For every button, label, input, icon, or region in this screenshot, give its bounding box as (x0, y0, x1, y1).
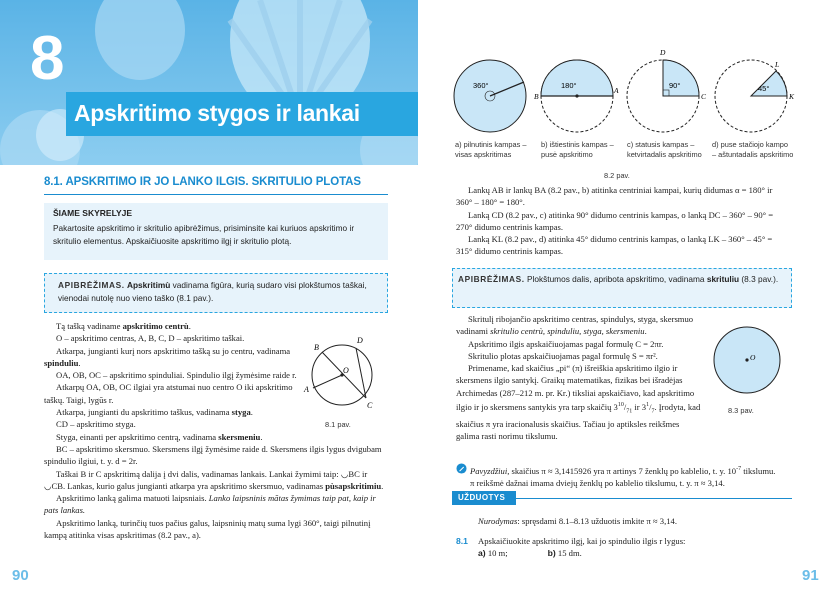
para-center: Tą tašką vadiname apskritimo centrù. (56, 321, 191, 331)
disk-p2: Apskritimo ilgis apskaičiuojamas pagal formulę C = 2πr. (468, 338, 664, 349)
figure-8-1-caption: 8.1 pav. (325, 420, 351, 429)
fig-c-caption: c) statusis kampas – ketvirtadalis apskritimo (627, 140, 702, 159)
fig-b-caption: b) ištiestinis kampas – pusė apskritimo (541, 140, 614, 159)
para-measure: Apskritimo lanką galima matuoti laipsniais. Lanko laipsninis mãtas žymimas taip pat, kaip ir pats lankas. (44, 493, 376, 516)
label-b: B (314, 343, 319, 352)
disk-p1: Skritulį ribojančio apskritimo centras, spindulys, styga, skersmuo vadinami skritulio centrù, spinduliu, styga, skersmeniu. (456, 314, 694, 337)
left-body-text-2 (44, 443, 388, 541)
exercise-a: 10 m; (487, 548, 508, 559)
exercise-number: 8.1 (456, 536, 468, 546)
chapter-title: Apskritimo stygos ir lankai (74, 100, 360, 126)
diameter-bc (322, 352, 366, 398)
arcs-p3: Lanką KL (8.2 pav., d) atitinka 45° didumo centrinis kampas, o lanką LK – 360° – 45° = 315° didumo centrinis kampas. (456, 234, 773, 257)
pi-note: π reikšmė dažnai imama dviejų ženklų po kablelio tikslumu, t. y. π ≈ 3,14. (470, 478, 725, 489)
label-d: D (357, 336, 363, 345)
fig-c-angle: 90° (669, 81, 681, 90)
radius-oa (313, 375, 342, 388)
example-note: Pavyzdžiui, skaičius π ≈ 3,1415926 yra π artinys 7 ženklų po kablelio, t. y. $10^{-7}$ tikslumu. π reikšmė dažnai imama dviejų ženklų po kablelio tikslumu, t. y. π ≈ 3,14. (456, 463, 792, 489)
label-o-disk: O (750, 353, 756, 362)
section-title: 8.1. APSKRITIMO IR JO LANKO ILGIS. SKRITULIO PLOTAS (44, 176, 361, 188)
figure-8-3-caption: 8.3 pav. (728, 406, 754, 415)
svg-text:A: A (614, 86, 619, 95)
para-points: O – apskritimo centras, A, B, C, D – apskritimo taškai. (56, 333, 245, 344)
fig-d-angle: 45° (758, 84, 770, 93)
disk-p4: Primename, kad skaičius „pi“ (π) išreiškia apskritimo ilgio ir skersmens ilgio santykį. Graikų matematikas, fizikas bei išradėjas Archimedas (287–212 m. pr. Kr.) tiksliai apskaičiavo, kad apskritimo ilgio ir jo skersmens santykis yra tarp skaičių $3^{10}/_{71}$ ir $3^1/_7$. Įrodyta, kad skaičius π yra iracionalusis skaičius. Tačiau jo aptiksles reikšmes galima rasti norimu tikslumu. (456, 363, 701, 442)
para-equal: Atkarpų OA, OB, OC ilgiai yra atstumai nuo centro O iki apskritimo taškų. Taigi, lygūs r. (44, 382, 293, 405)
figure-8-2 (448, 46, 800, 146)
para-bc: BC – apskritimo skersmuo. Skersmens ilgį žymėsime raide d. Skersmens ilgis lygus dvigubam spindulio ilgiui, t. y. d = 2r. (44, 444, 382, 467)
page-number-left: 90 (12, 567, 29, 584)
label-c: C (367, 401, 373, 410)
definition-term: Apskritimù (126, 280, 171, 290)
instruction-note: Nurodymas: spręsdami 8.1–8.13 užduotis imkite π ≈ 3,14. (478, 516, 677, 526)
fig-d-caption: d) puse stačiojo kampo – aštuntadalis apskritimo (712, 140, 794, 159)
definition-label: APIBRĖŽIMAS. (58, 280, 125, 290)
exercises-divider (516, 498, 792, 499)
label-o: O (343, 366, 349, 375)
fig-a-caption: a) pilnutinis kampas – visas apskritimas (455, 140, 527, 159)
label-a: A (304, 385, 309, 394)
page-number-right: 91 (802, 567, 819, 584)
disk-p3: Skritulio plotas apskaičiuojamas pagal formulę S = πr². (468, 350, 658, 361)
chapter-number: 8 (30, 24, 65, 93)
arcs-paragraphs (456, 184, 790, 258)
para-central: Apskritimo lanką, turinčių tuos pačius galus, laipsninių matų suma lygi 360°, taigi pilnutinį kampą atitinka visas apskritimas (8.2 pav., a). (44, 517, 371, 541)
para-arcs: Taškai B ir C apskritimą dalija į dvi dalis, vadinamas lankais. Lankai žymimi taip: ◡BC ir ◡CB. Lankas, kurio galus jungianti atkarpa yra apskritimo skersmuo, vadinamas pùsapskritimiu. (44, 468, 384, 491)
svg-text:D: D (660, 48, 666, 57)
svg-text:B: B (534, 92, 539, 101)
svg-text:C: C (701, 92, 707, 101)
exercise-8-1: 8.1 Apskaičiuokite apskritimo ilgį, kai jo spindulio ilgis r lygus: a) 10 m; b) 15 dm. (456, 536, 686, 559)
para-radii: OA, OB, OC – apskritimo spinduliai. Spindulio ilgį žymėsime raide r. (56, 370, 297, 381)
exercises-label: UŽDUOTYS (458, 493, 506, 502)
para-diameter: Styga, einanti per apskritimo centrą, vadinama skersmeniu. (56, 431, 263, 442)
para-cd: CD – apskritimo styga. (56, 419, 136, 430)
figure-8-1 (300, 330, 388, 422)
arcs-p2: Lanką CD (8.2 pav., c) atitinka 90° didumo centrinis kampas, o lanką DC – 360° – 90° = 270° didumo centrinis kampas. (456, 209, 774, 232)
svg-text:K: K (789, 92, 795, 101)
section-divider (44, 194, 388, 195)
disk-body-text (456, 313, 701, 443)
arcs-p1: Lankų AB ir lankų BA (8.2 pav., b) atitinka centriniai kampai, kurių didumas α = 180° ir 360° – 180° = 180°. (456, 185, 773, 208)
figure-8-3 (712, 320, 782, 400)
figure-8-2-caption: 8.2 pav. (604, 171, 630, 180)
fig-b-angle: 180° (561, 81, 577, 90)
para-chord: Atkarpa, jungianti du apskritimo taškus, vadinama styga. (56, 407, 253, 418)
fig-a-angle: 360° (473, 81, 489, 90)
para-radius: Atkarpa, jungianti kurį nors apskritimo tašką su jo centru, vadinama spinduliu. (44, 345, 291, 368)
intro-text: Pakartosite apskritimo ir skritulio apibrėžimus, prisiminsite kai kuriuos apskritimo ir skritulio elementus. Apskaičiuosite apskritimo ilgį ir skritulio plotą. (53, 223, 355, 246)
definition-text: vadinama figūra, kurią sudaro visi plokštumos taškai, vienodai nutolę nuo vieno taško (8.1 pav.). (58, 280, 367, 303)
svg-text:L: L (775, 60, 780, 69)
disk-definition: APIBRĖŽIMAS. Plokštumos dalis, apribota apskritimo, vadinama skrituliu (8.3 pav.). (458, 274, 779, 284)
circle-definition (58, 279, 380, 304)
pencil-icon (456, 463, 467, 474)
exercise-text: Apskaičiuokite apskritimo ilgį, kai jo spindulio ilgis r lygus: (478, 536, 686, 546)
intro-heading: ŠIAME SKYRELYJE (53, 208, 133, 218)
exercise-b: 15 dm. (557, 548, 582, 559)
left-body-text (44, 320, 306, 443)
